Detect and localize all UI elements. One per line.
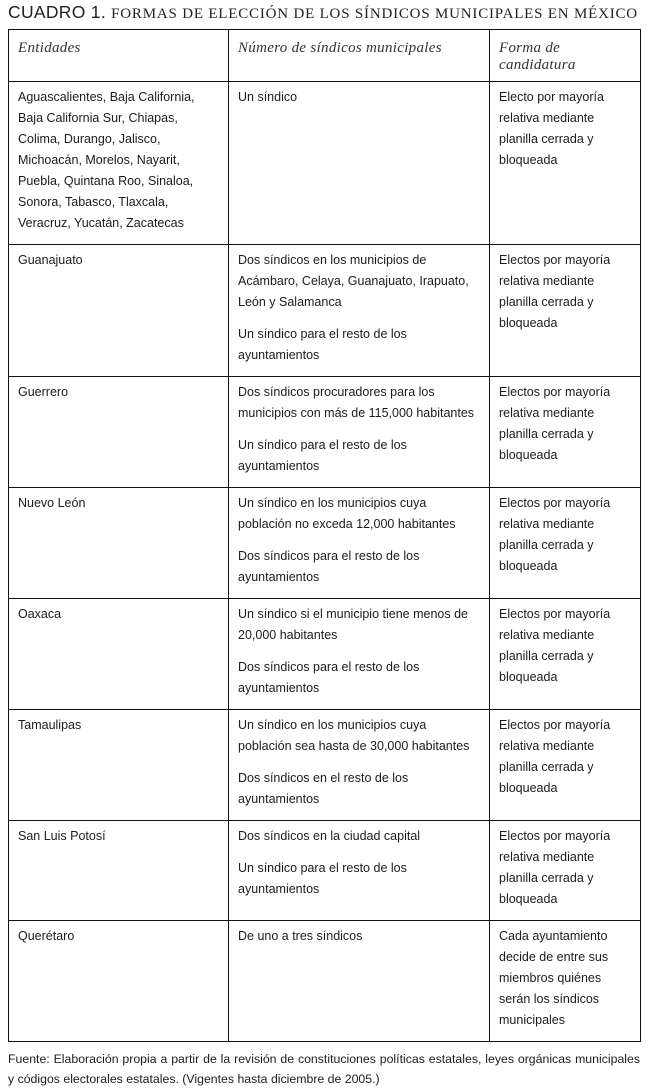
cell-paragraph: Electos por mayoría relativa mediante planilla cerrada y bloqueada (499, 385, 611, 462)
cell-numero (229, 488, 490, 599)
cell-paragraph: Electos por mayoría relativa mediante planilla cerrada y bloqueada (499, 718, 611, 795)
cell-paragraph: Un síndico para el resto de los ayuntamientos (238, 438, 407, 473)
table-row (9, 488, 641, 599)
cell-forma (490, 245, 641, 377)
cell-numero (229, 921, 490, 1042)
table-row (9, 710, 641, 821)
cell-paragraph: Tamaulipas (18, 718, 82, 732)
cell-entidades (9, 245, 229, 377)
cell-forma (490, 377, 641, 488)
cell-paragraph: Oaxaca (18, 607, 62, 621)
cell-paragraph: Cada ayuntamiento decide de entre sus miembros quiénes serán los síndicos municipales (499, 929, 609, 1027)
cell-paragraph: Un síndico para el resto de los ayuntamientos (238, 861, 407, 896)
cell-paragraph: Dos síndicos para el resto de los ayuntamientos (238, 549, 420, 584)
cell-paragraph: Un síndico (238, 90, 298, 104)
cell-paragraph: Electos por mayoría relativa mediante planilla cerrada y bloqueada (499, 829, 611, 906)
table-row (9, 599, 641, 710)
cell-paragraph: Querétaro (18, 929, 75, 943)
table-row (9, 245, 641, 377)
cell-entidades (9, 710, 229, 821)
cell-paragraph: Electos por mayoría relativa mediante planilla cerrada y bloqueada (499, 496, 611, 573)
cell-numero (229, 710, 490, 821)
cell-paragraph: San Luis Potosí (18, 829, 106, 843)
cell-numero (229, 599, 490, 710)
cell-entidades (9, 377, 229, 488)
cell-numero (229, 245, 490, 377)
cell-forma (490, 82, 641, 245)
source-note: Fuente: Elaboración propia a partir de la revisión de constituciones políticas estatales, leyes orgánicas municipales y códigos electorales estatales. (Vigentes hasta diciembre de 2005.) (8, 1052, 640, 1086)
cell-numero (229, 82, 490, 245)
cell-paragraph: Nuevo León (18, 496, 86, 510)
cell-forma (490, 488, 641, 599)
table-row (9, 82, 641, 245)
table-row (9, 921, 641, 1042)
cell-entidades (9, 599, 229, 710)
cell-paragraph: Guanajuato (18, 253, 83, 267)
cell-paragraph: Guerrero (18, 385, 69, 399)
cell-paragraph: De uno a tres síndicos (238, 929, 363, 943)
table-title (8, 3, 640, 24)
table-body (9, 82, 641, 1042)
cell-forma (490, 599, 641, 710)
cell-paragraph: Dos síndicos para el resto de los ayuntamientos (238, 660, 420, 695)
table-row (9, 821, 641, 921)
header-row (9, 30, 641, 82)
header-numero-sindicos: Número de síndicos municipales (229, 30, 490, 82)
table-number: CUADRO 1. (8, 2, 112, 22)
table-caption: FORMAS DE ELECCIÓN DE LOS SÍNDICOS MUNICIPALES EN MÉXICO (111, 6, 638, 22)
cell-forma (490, 821, 641, 921)
cell-paragraph: Un síndico en los municipios cuya población no exceda 12,000 habitantes (238, 496, 456, 531)
cell-paragraph: Aguascalientes, Baja California, Baja California Sur, Chiapas, Colima, Durango, Jalisco, Michoacán, Morelos, Nayarit, Puebla, Quintana Roo, Sinaloa, Sonora, Tabasco, Tlaxcala, Veracruz, Yucatán, Zacatecas (18, 90, 195, 230)
cell-paragraph: Un síndico si el municipio tiene menos de 20,000 habitantes (238, 607, 468, 642)
cell-entidades (9, 488, 229, 599)
cell-numero (229, 821, 490, 921)
cell-forma (490, 921, 641, 1042)
cell-paragraph: Un síndico en los municipios cuya población sea hasta de 30,000 habitantes (238, 718, 470, 753)
cell-entidades (9, 82, 229, 245)
header-forma-candidatura: Forma de candidatura (490, 30, 641, 82)
table-row (9, 377, 641, 488)
cell-paragraph: Dos síndicos en la ciudad capital (238, 829, 421, 843)
cell-paragraph: Dos síndicos en los municipios de Acámbaro, Celaya, Guanajuato, Irapuato, León y Salamanca (238, 253, 469, 309)
cell-paragraph: Un síndico para el resto de los ayuntamientos (238, 327, 407, 362)
cell-paragraph: Dos síndicos en el resto de los ayuntamientos (238, 771, 409, 806)
cell-paragraph: Electo por mayoría relativa mediante planilla cerrada y bloqueada (499, 90, 604, 167)
cell-forma (490, 710, 641, 821)
cell-numero (229, 377, 490, 488)
cell-entidades (9, 921, 229, 1042)
cell-entidades (9, 821, 229, 921)
cell-paragraph: Dos síndicos procuradores para los municipios con más de 115,000 habitantes (238, 385, 475, 420)
cell-paragraph: Electos por mayoría relativa mediante planilla cerrada y bloqueada (499, 253, 611, 330)
cell-paragraph: Electos por mayoría relativa mediante planilla cerrada y bloqueada (499, 607, 611, 684)
syndics-election-table (8, 29, 641, 1042)
header-entidades: Entidades (9, 30, 229, 82)
